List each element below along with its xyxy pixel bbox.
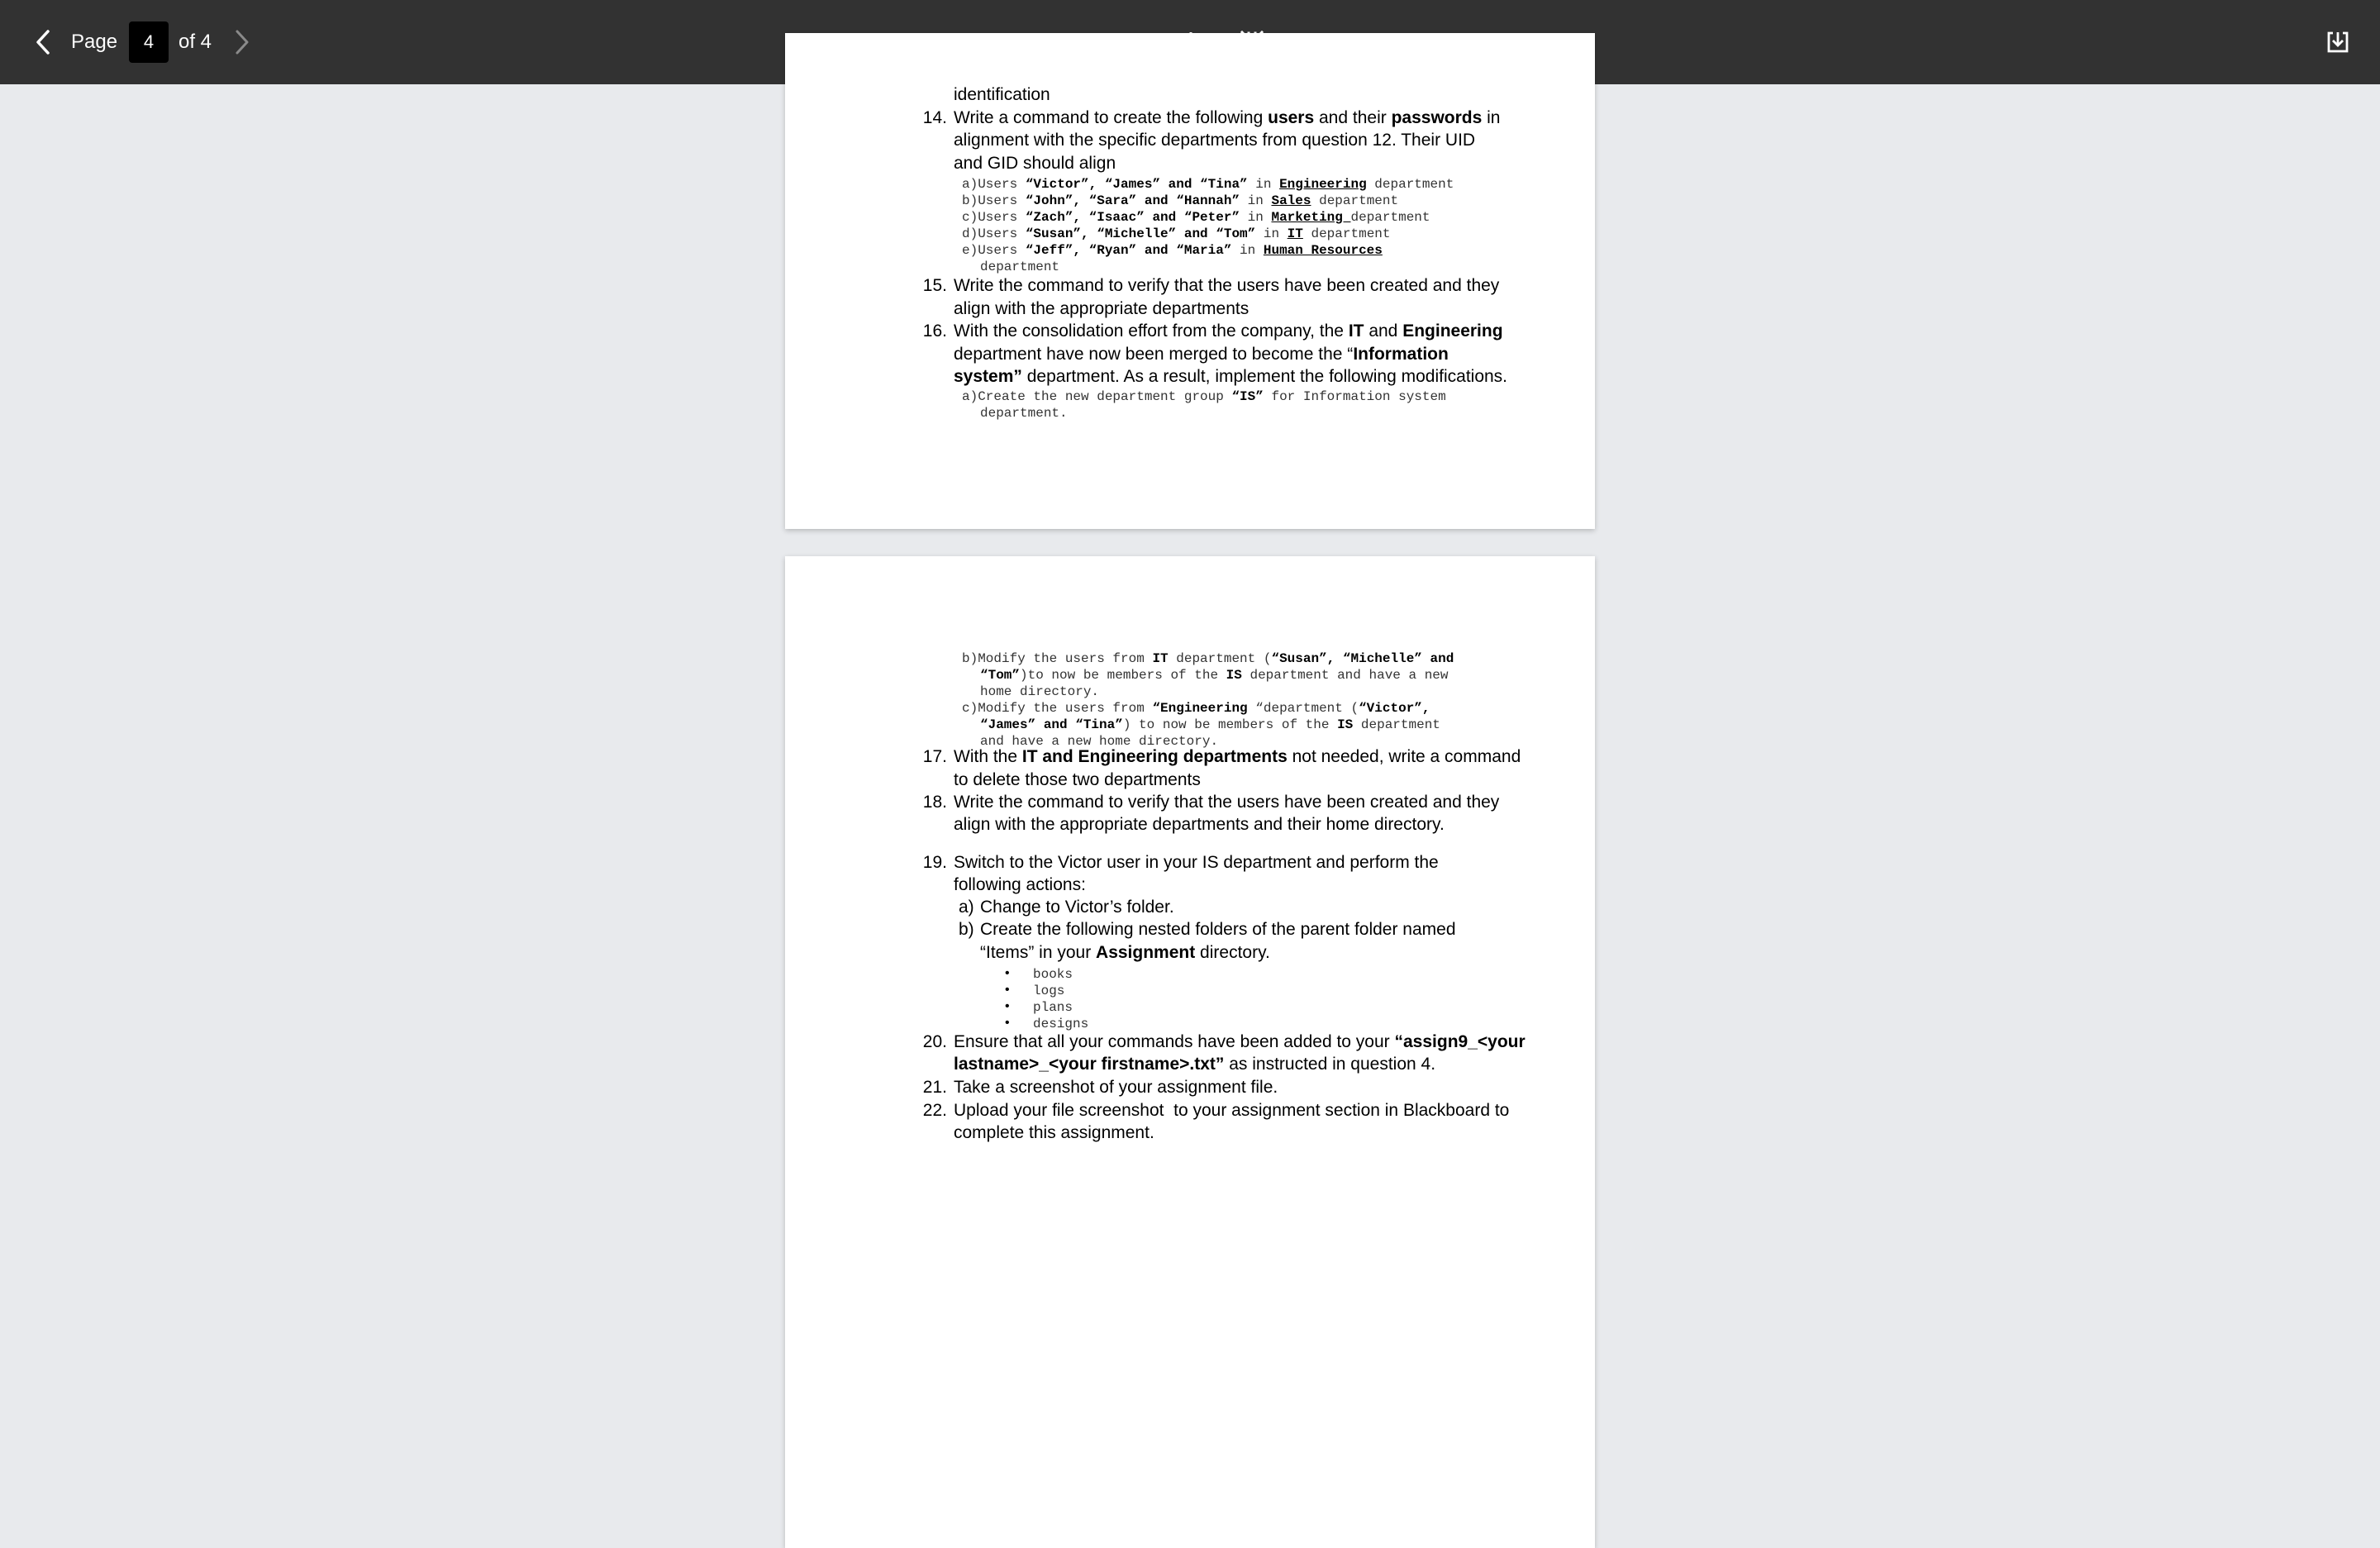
question-19-item-b-line-1: Create the following nested folders of the parent folder named [980, 920, 1456, 939]
sub-item-marker: a) [959, 898, 974, 917]
question-number: 21. [922, 1078, 947, 1097]
user-list-item-b: b)Users “John”, “Sara” and “Hannah” in Sales department [962, 193, 1399, 208]
pdf-page-3 [785, 33, 1595, 529]
question-number: 16. [922, 322, 947, 341]
question-number: 14. [922, 108, 947, 127]
question-15-line-1: Write the command to verify that the users have been created and they [954, 276, 1500, 295]
page-total-label: of 4 [178, 31, 212, 53]
modification-item-b-line-2: “Tom”)to now be members of the IS department and have a new [980, 668, 1449, 683]
question-19-line-1: Switch to the Victor user in your IS department and perform the [954, 853, 1439, 872]
user-list-item-c: c)Users “Zach”, “Isaac” and “Peter” in Marketing department [962, 210, 1430, 225]
question-number: 17. [922, 747, 947, 766]
question-16-line-3: system” department. As a result, implement the following modifications. [954, 367, 1508, 386]
question-number: 22. [922, 1101, 947, 1120]
chevron-left-icon [32, 29, 54, 55]
modification-item-c-line-3: and have a new home directory. [980, 734, 1219, 749]
user-list-item-a: a)Users “Victor”, “James” and “Tina” in Engineering department [962, 177, 1454, 192]
text-line: identification [954, 85, 1050, 104]
page-label: Page [71, 31, 118, 53]
question-19-item-a: Change to Victor’s folder. [980, 898, 1174, 917]
question-21-line-1: Take a screenshot of your assignment file. [954, 1078, 1278, 1097]
question-22-line-1: Upload your file screenshot to your assignment section in Blackboard to [954, 1101, 1510, 1120]
question-18-line-1: Write the command to verify that the users have been created and they [954, 793, 1500, 812]
modification-item-c-line-1: c)Modify the users from “Engineering “department (“Victor”, [962, 701, 1430, 716]
question-16-line-2: department have now been merged to become the “Information [954, 345, 1449, 364]
download-icon [2325, 30, 2350, 55]
download-button[interactable] [2319, 23, 2357, 61]
question-16-line-1: With the consolidation effort from the company, the IT and Engineering [954, 322, 1503, 341]
chevron-right-icon [231, 29, 252, 55]
question-number: 15. [922, 276, 947, 295]
modification-item-c-line-2: “James” and “Tina”) to now be members of the IS department [980, 717, 1440, 732]
question-19-line-2: following actions: [954, 875, 1086, 894]
question-19-item-b-line-2: “Items” in your Assignment directory. [980, 943, 1270, 962]
next-page-button[interactable] [223, 23, 259, 61]
bullet-dot: • [1005, 1016, 1010, 1030]
pdf-page-4 [785, 556, 1595, 1548]
modification-item-b-line-3: home directory. [980, 684, 1100, 699]
question-17-line-1: With the IT and Engineering departments not needed, write a command [954, 747, 1521, 766]
user-list-item-d: d)Users “Susan”, “Michelle” and “Tom” in IT department [962, 226, 1391, 241]
folder-item: designs [1033, 1017, 1089, 1031]
bullet-dot: • [1005, 966, 1010, 980]
bullet-dot: • [1005, 999, 1010, 1013]
modification-item-a-continuation: department. [980, 406, 1068, 421]
question-18-line-2: align with the appropriate departments and their home directory. [954, 815, 1445, 834]
folder-item: logs [1033, 984, 1065, 998]
sub-item-marker: b) [959, 920, 974, 939]
question-number: 18. [922, 793, 947, 812]
question-14-line-1: Write a command to create the following users and their passwords in [954, 108, 1501, 127]
previous-page-button[interactable] [25, 23, 61, 61]
question-14-line-3: and GID should align [954, 154, 1116, 173]
question-20-line-1: Ensure that all your commands have been added to your “assign9_<your [954, 1032, 1526, 1051]
modification-item-b-line-1: b)Modify the users from IT department (“Susan”, “Michelle” and [962, 651, 1454, 666]
page-number-input[interactable] [129, 21, 169, 63]
folder-item: books [1033, 967, 1073, 982]
modification-item-a: a)Create the new department group “IS” for Information system [962, 389, 1446, 404]
bullet-dot: • [1005, 983, 1010, 997]
question-number: 19. [922, 853, 947, 872]
question-15-line-2: align with the appropriate departments [954, 299, 1250, 318]
user-list-item-e: e)Users “Jeff”, “Ryan” and “Maria” in Human Resources [962, 243, 1383, 258]
question-22-line-2: complete this assignment. [954, 1123, 1154, 1142]
question-17-line-2: to delete those two departments [954, 770, 1201, 789]
question-number: 20. [922, 1032, 947, 1051]
question-20-line-2: lastname>_<your firstname>.txt” as instructed in question 4. [954, 1055, 1436, 1074]
folder-item: plans [1033, 1000, 1073, 1015]
user-list-item-e-continuation: department [980, 260, 1060, 274]
question-14-line-2: alignment with the specific departments from question 12. Their UID [954, 131, 1476, 150]
